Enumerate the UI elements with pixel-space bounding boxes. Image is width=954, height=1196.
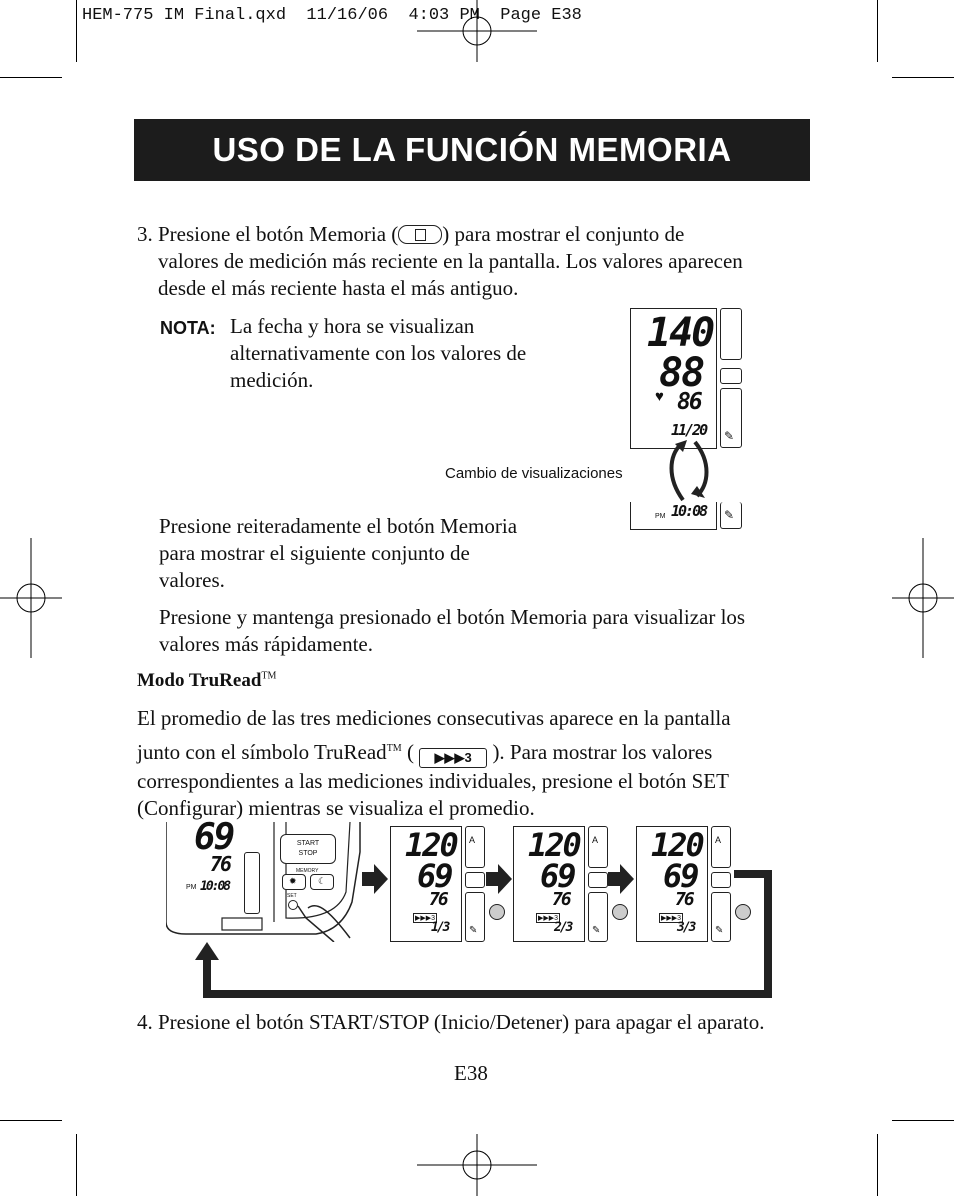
- truread-line2b: (: [401, 740, 420, 764]
- device-pm-label: PM: [186, 884, 197, 891]
- seq-sys: 120: [528, 826, 580, 864]
- truread-heading-text: Modo TruRead: [137, 670, 262, 691]
- memory-icon: ✎: [592, 925, 601, 936]
- memory-icon: ✎: [715, 925, 724, 936]
- step-4: 4. Presione el botón START/STOP (Inicio/Detener) para apagar el aparato.: [137, 1010, 765, 1034]
- lcd-sys-value: 140: [647, 310, 714, 356]
- seq-dia: 69: [540, 857, 575, 895]
- step-3-rest: ) para mostrar el conjunto de: [442, 222, 685, 246]
- toggle-arrows-icon: [665, 438, 715, 504]
- truread-tm-inline: TM: [386, 743, 402, 754]
- start-stop-button[interactable]: [280, 834, 336, 864]
- lcd-pm-label: PM: [655, 513, 666, 520]
- truread-paragraph: [137, 705, 827, 822]
- note-label: NOTA:: [160, 318, 216, 338]
- lcd-side-panel-top: [720, 308, 742, 360]
- note-line3: medición.: [230, 368, 314, 392]
- print-slug: HEM-775 IM Final.qxd 11/16/06 4:03 PM Page E38: [82, 6, 582, 25]
- repeat-line2: para mostrar el siguiente conjunto de: [159, 541, 470, 565]
- lcd-side-panel-bottom: [720, 388, 742, 448]
- stop-label: STOP: [298, 850, 318, 857]
- page-number: E38: [454, 1061, 488, 1085]
- truread-mini-icon: ▶▶▶3: [661, 915, 682, 922]
- memory-label: MEMORY: [296, 868, 319, 874]
- seq-side-panel: [711, 826, 731, 868]
- memory-icon: ✎: [724, 429, 735, 443]
- note-line1: La fecha y hora se visualizan: [230, 314, 475, 338]
- memory-button-icon: [398, 225, 442, 244]
- seq-sys: 120: [651, 826, 703, 864]
- heart-icon: ♥: [655, 389, 664, 405]
- lcd-display-time: [630, 502, 717, 530]
- lcd-side-panel-time: [720, 502, 742, 529]
- truread-line4: (Configurar) mientras se visualiza el promedio.: [137, 796, 535, 820]
- return-loop-arrow-icon: [192, 866, 774, 1000]
- seq-pulse: 76: [429, 889, 447, 910]
- page-title: USO DE LA FUNCIÓN MEMORIA: [212, 131, 732, 168]
- lcd-time-value: 10:08: [671, 502, 707, 520]
- device-dia-value: 69: [194, 817, 234, 858]
- note-line2: alternativamente con los valores de: [230, 341, 527, 365]
- seq-side-panel: [465, 826, 485, 868]
- user-icon: A: [715, 835, 722, 845]
- seq-dia: 69: [417, 857, 452, 895]
- user-icon: A: [592, 835, 599, 845]
- seq-side-panel: [588, 826, 608, 868]
- repeat-line3: valores.: [159, 568, 225, 592]
- moon-icon: ☾: [318, 876, 327, 886]
- truread-mini-icon: ▶▶▶3: [415, 915, 436, 922]
- repeat-press-paragraph: [159, 513, 579, 594]
- seq-count: 3/3: [677, 920, 695, 935]
- start-label: START: [296, 840, 320, 847]
- toggle-caption: Cambio de visualizaciones: [445, 465, 623, 482]
- repeat-line1: Presione reiteradamente el botón Memoria: [159, 514, 518, 538]
- seq-sys: 120: [405, 826, 457, 864]
- seq-count: 1/3: [431, 920, 449, 935]
- truread-line2a: junto con el símbolo TruRead: [137, 740, 387, 764]
- seq-count: 2/3: [554, 920, 572, 935]
- hold-press-paragraph: [159, 604, 839, 658]
- truread-line2c: ). Para mostrar los valores: [487, 740, 713, 764]
- truread-tm: TM: [261, 670, 277, 682]
- seq-pulse: 76: [675, 889, 693, 910]
- lcd-date-value: 11/20: [671, 421, 707, 439]
- set-label: SET: [287, 893, 297, 899]
- step-3-line3: desde el más reciente hasta el más antiguo.: [158, 276, 519, 300]
- device-time-value: 10:08: [200, 879, 230, 894]
- title-banner: [134, 119, 810, 181]
- truread-heading: [137, 670, 276, 692]
- memory-icon: ✎: [469, 925, 478, 936]
- lcd-display-main: [630, 308, 717, 449]
- seq-pulse: 76: [552, 889, 570, 910]
- device-pulse-value: 76: [210, 852, 231, 876]
- truread-symbol-icon: ▶▶▶3: [419, 748, 487, 768]
- lcd-dia-value: 88: [659, 350, 704, 396]
- step-3-line2: valores de medición más reciente en la pantalla. Los valores aparecen: [158, 249, 743, 273]
- sun-icon: ✹: [289, 876, 297, 886]
- truread-line1: El promedio de las tres mediciones consecutivas aparece en la pantalla: [137, 706, 731, 730]
- lcd-pulse-value: 86: [677, 389, 701, 415]
- step-3: [137, 221, 817, 302]
- note: [160, 313, 590, 394]
- memory-icon: ✎: [724, 508, 735, 522]
- hold-line1: Presione y mantenga presionado el botón Memoria para visualizar los: [159, 605, 746, 629]
- step-3-lead: 3. Presione el botón Memoria (: [137, 222, 399, 246]
- seq-dia: 69: [663, 857, 698, 895]
- lcd-side-panel-mid: [720, 368, 742, 384]
- truread-mini-icon: ▶▶▶3: [538, 915, 559, 922]
- truread-line3: correspondientes a las mediciones individuales, presione el botón SET: [137, 769, 729, 793]
- hold-line2: valores más rápidamente.: [159, 632, 373, 656]
- user-icon: A: [469, 835, 476, 845]
